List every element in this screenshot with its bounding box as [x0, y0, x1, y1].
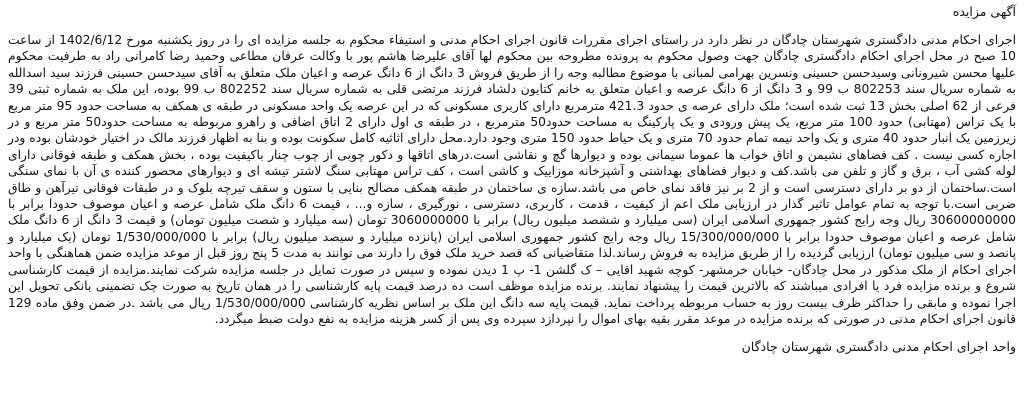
notice-body: اجرای احکام مدنی دادگستری شهرستان چادگان در نظر دارد در راستای اجرای مقررات قانون اجرای احکام مدنی و استیفاء محکوم به جلسه مزایده ای را در روز یکشنبه مورخ 1402/6/12 از ساعت 10 صبح در محل اجرای احکام دادگستری چادگان جهت وصول محکوم به پرونده مطروحه بین محکوم لها آقای علیرضا هاشم پور با وکالت عرفان مطاعی وحمید رضا کامرانی راد به طرفیت محکوم علیها محسن شیرونانی وسیدحسن حسینی ونسرین بهرامی لمبانی با موضوع مطالبه وجه را از طریق فروش 3 دانگ از 6 دانگ عرصه و اعیان ملک متعلق به آقای سیدحسن حسینی فرزند سید اسدالله به شماره سریال سند 802253 ب 99 و 3 دانگ از 6 دانگ عرصه و اعیان متعلق به خانم کتایون دلشاد فرزند مرتضی قلی به شماره سریال سند 802252 ب 99 بوده، این ملک به شماره ثبتی 39 فرعی از 62 اصلی بخش 13 ثبت شده است؛ ملک دارای عرصه ی حدود 421.3 مترمربع دارای کاربری مسکونی که در این عرصه یک واحد مسکونی در طبقه ی همکف به مساحت حدود 95 متر مربع با یک تراس (مهتابی) حدود 100 متر مربع، یک پیش ورودی و یک پارکینگ به مساحت حدود50 مترمربع ، در طبقه ی اول دارای 2 اتاق اضافی و راهرو مربوطه به مساحت حدود50 متر مربع و در زیرزمین یک انبار حدود 40 متری و یک واحد نیمه تمام حدود 70 متری و یک حیاط حدود 150 متری وجود دارد.محل دارای اثاثیه کامل سکونت بوده و بنا به اظهار فرزند مالک در اختیار خودشان بوده ودر اجاره کسی نیست . کف فضاهای نشیمن و اتاق خواب ها عموما سیمانی بوده و دیوارها گچ و نقاشی است.درهای اتاقها و دکور چوبی از چوب چنار باکیفیت بوده ، بخش همکف و طبقه فوقانی دارای لوله کشی آب ، برق و گاز و تلفن می باشد.کف و دیوار فضاهای بهداشتی و آشپزخانه موزاییک و کاشی است ، کف تراس مهتابی سنگ لاشتر تیشه ای و دیوارهای محصور کننده ی آن با نمای سنگی است.ساختمان از دو بر دارای دسترسی است و از 2 بر نیز فاقد نمای خاص می باشد.سازه ی ساختمان در طبقه همکف مصالح بنایی با ستون و سقف تیرچه بلوک و در طبقات فوقانی تیرآهن و طاق ضربی است.با توجه به تمام عوامل تاثیر گذار در ارزیابی ملک اعم از کیفیت ، قدمت ، کاربری، دسترسی ، نورگیری ، سازه و... ، قیمت 6 دانگ ملک شامل عرصه و اعیان موصوف حدودا برابر با 30600000000 ریال وجه رایج کشور جمهوری اسلامی ایران (سی میلیارد و ششصد میلیون ریال) برابر با 3060000000 تومان (سه میلیارد و شصت میلیون تومان) و قیمت 3 دانگ از 6 دانگ ملک شامل عرصه و اعیان موصوف حدودا برابر با 15/300/000/000 ریال وجه رایج کشور جمهوری اسلامی ایران (پانزده میلیارد و سیصد میلیون ریال) برابر با 1/530/000/000 تومان (یک میلیارد و پانصد و سی میلیون تومان) ارزیابی گردیده را از طریق مزایده به فروش رساند.لذا متقاضیانی که قصد خرید ملک فوق را دارند می توانند به مدت 5 پنج روز قبل از موعد مزایده ضمن هماهنگی با واحد اجرای احکام از ملک مذکور در محل چادگان- خیابان خرمشهر- کوچه شهید اقایی – ک گلشن 1- پ 1 دیدن نموده و سپس در صورت تمایل در جلسه مزایده شرکت نمایند.مزایده از قیمت کارشناسی شروع و برنده مزایده فرد یا افرادی میباشند که بالاترین قیمت را پیشنهاد نمایند. برنده مزایده موظف است ده درصد قیمت پایه کارشناسی را در همان تاریخ به صورت چک تضمینی بانکی تحویل این اجرا نموده و مابقی را حداکثر ظرف بیست روز به حساب مربوطه پرداخت نماید. قیمت پایه سه دانگ این ملک بر اساس نظریه کارشناسی 1/530/000/000 ریال می باشد .در ضمن وفق ماده 129 قانون اجرای احکام مدنی در صورتی که برنده مزایده در موعد مقرر بقیه بهای اموال را نپردازد سپرده وی پس از کسر هزینه مزایده به نفع دولت ضبط میگردد. [8, 33, 1017, 326]
notice-signature: واحد اجرای احکام مدنی دادگستری شهرستان چادگان [741, 339, 1016, 355]
notice-title: آگهی مزایده [952, 4, 1016, 19]
